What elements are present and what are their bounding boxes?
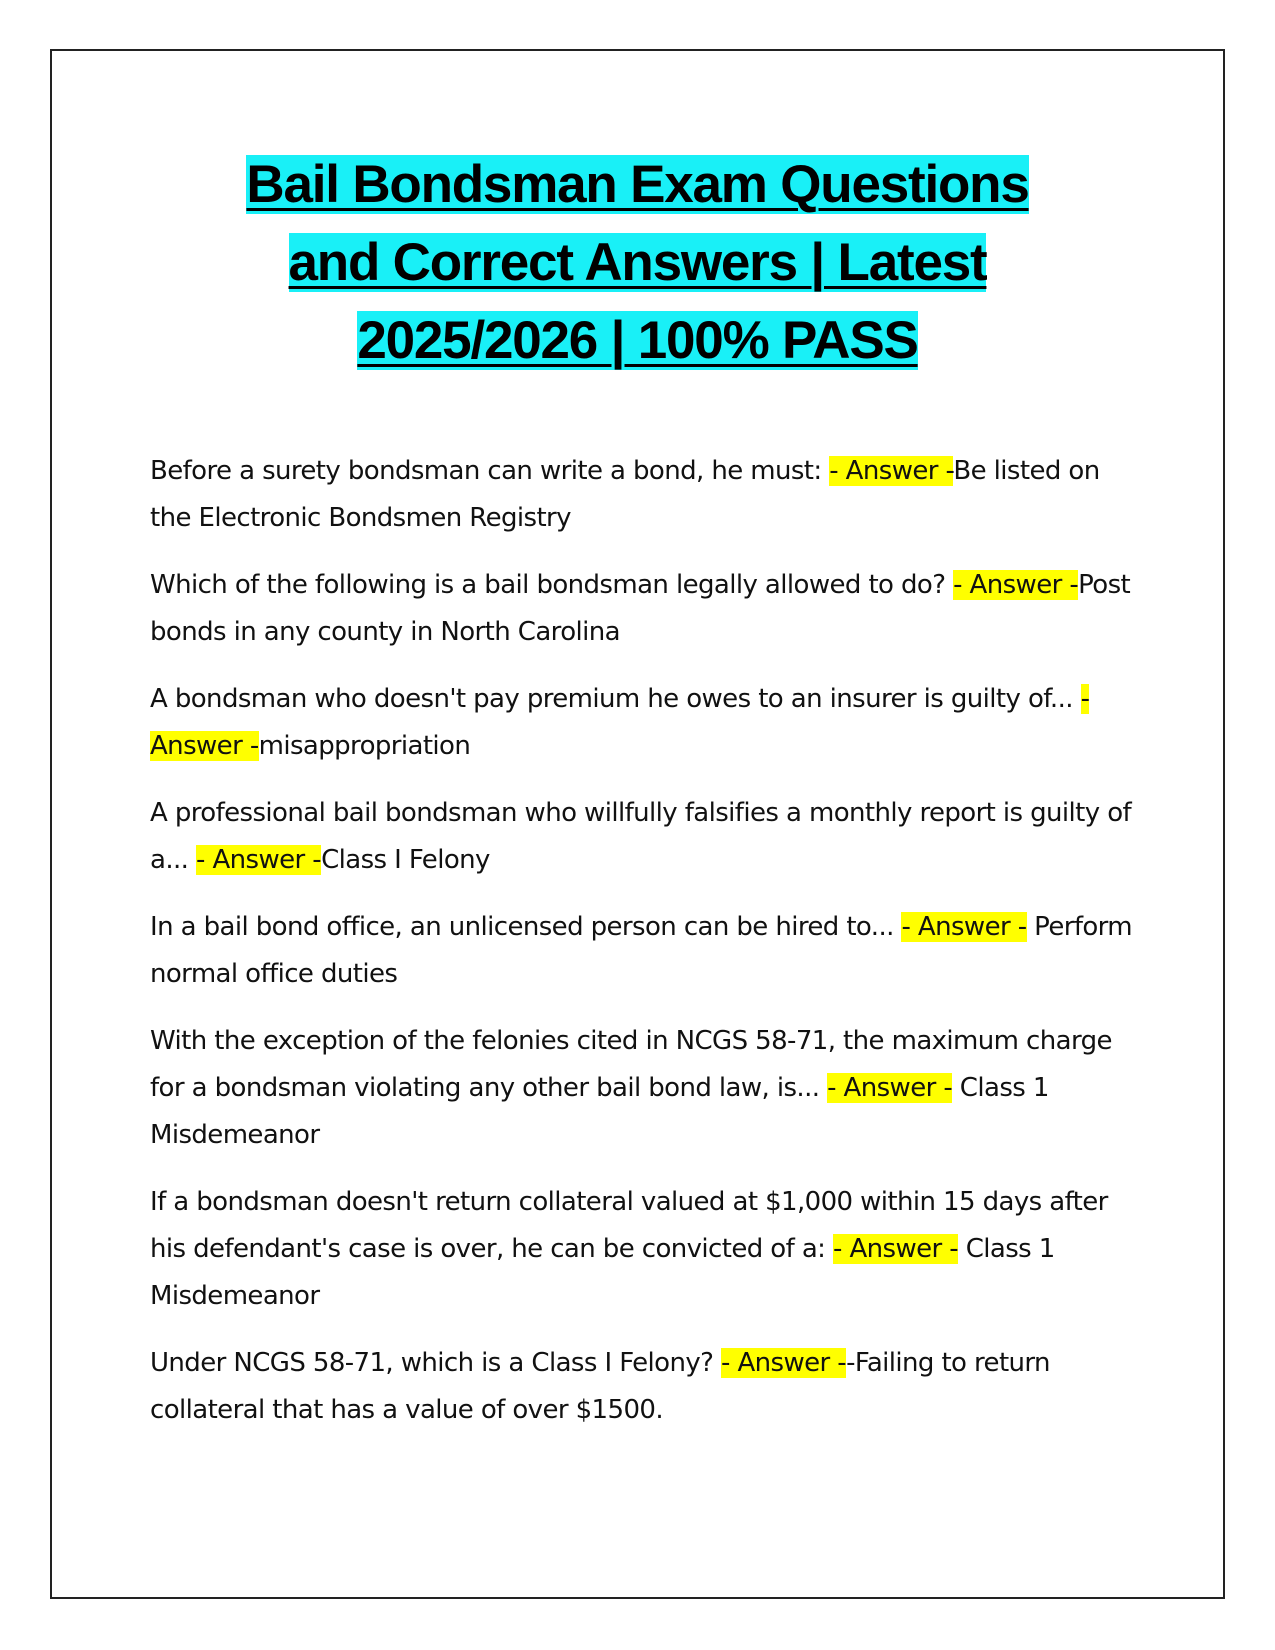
answer-text: misappropriation bbox=[258, 731, 471, 761]
qa-item bbox=[150, 1018, 1140, 1159]
answer-marker: - Answer - bbox=[150, 684, 1090, 761]
question-text: Before a surety bondsman can write a bond, he must: bbox=[150, 456, 830, 486]
question-text: A professional bail bondsman who willfully falsifies a monthly report is guilty of a... bbox=[150, 798, 1132, 875]
question-text: With the exception of the felonies cited in NCGS 58-71, the maximum charge for a bondsman violating any other bail bond law, is... bbox=[150, 1026, 1112, 1103]
title-line: 2025/2026 | 100% PASS bbox=[357, 311, 918, 370]
title-line: and Correct Answers | Latest bbox=[288, 233, 987, 292]
answer-marker: - Answer - bbox=[953, 570, 1079, 600]
answer-text: -Failing to return collateral that has a value of over $1500. bbox=[150, 1348, 1050, 1425]
document-title bbox=[50, 146, 1225, 380]
qa-item bbox=[150, 676, 1140, 770]
answer-marker: - Answer - bbox=[901, 912, 1027, 942]
question-text: Which of the following is a bail bondsman legally allowed to do? bbox=[150, 570, 954, 600]
question-text: If a bondsman doesn't return collateral valued at $1,000 within 15 days after his defendant's case is over, he can be convicted of a: bbox=[150, 1187, 1108, 1264]
answer-text: Class 1 Misdemeanor bbox=[150, 1073, 1049, 1150]
question-text: In a bail bond office, an unlicensed person can be hired to... bbox=[150, 912, 902, 942]
answer-marker: - Answer - bbox=[721, 1348, 847, 1378]
qa-item bbox=[150, 904, 1140, 998]
answer-text: Perform normal office duties bbox=[150, 912, 1133, 989]
answer-text: Be listed on the Electronic Bondsmen Registry bbox=[150, 456, 1100, 533]
answer-marker: - Answer - bbox=[829, 456, 954, 486]
qa-list bbox=[150, 448, 1140, 1454]
question-text: A bondsman who doesn't pay premium he owes to an insurer is guilty of... bbox=[150, 684, 1081, 714]
title-line: Bail Bondsman Exam Questions bbox=[246, 155, 1029, 214]
qa-item bbox=[150, 1179, 1140, 1320]
answer-text: Post bonds in any county in North Carolina bbox=[150, 570, 1131, 647]
answer-marker: - Answer - bbox=[827, 1073, 953, 1103]
qa-item bbox=[150, 562, 1140, 656]
answer-text: Class I Felony bbox=[321, 845, 490, 875]
question-text: Under NCGS 58-71, which is a Class I Felony? bbox=[150, 1348, 721, 1378]
qa-item bbox=[150, 448, 1140, 542]
qa-item bbox=[150, 1340, 1140, 1434]
qa-item bbox=[150, 790, 1140, 884]
answer-marker: - Answer - bbox=[196, 845, 322, 875]
answer-marker: - Answer - bbox=[833, 1234, 959, 1264]
answer-text: Class 1 Misdemeanor bbox=[150, 1234, 1055, 1311]
